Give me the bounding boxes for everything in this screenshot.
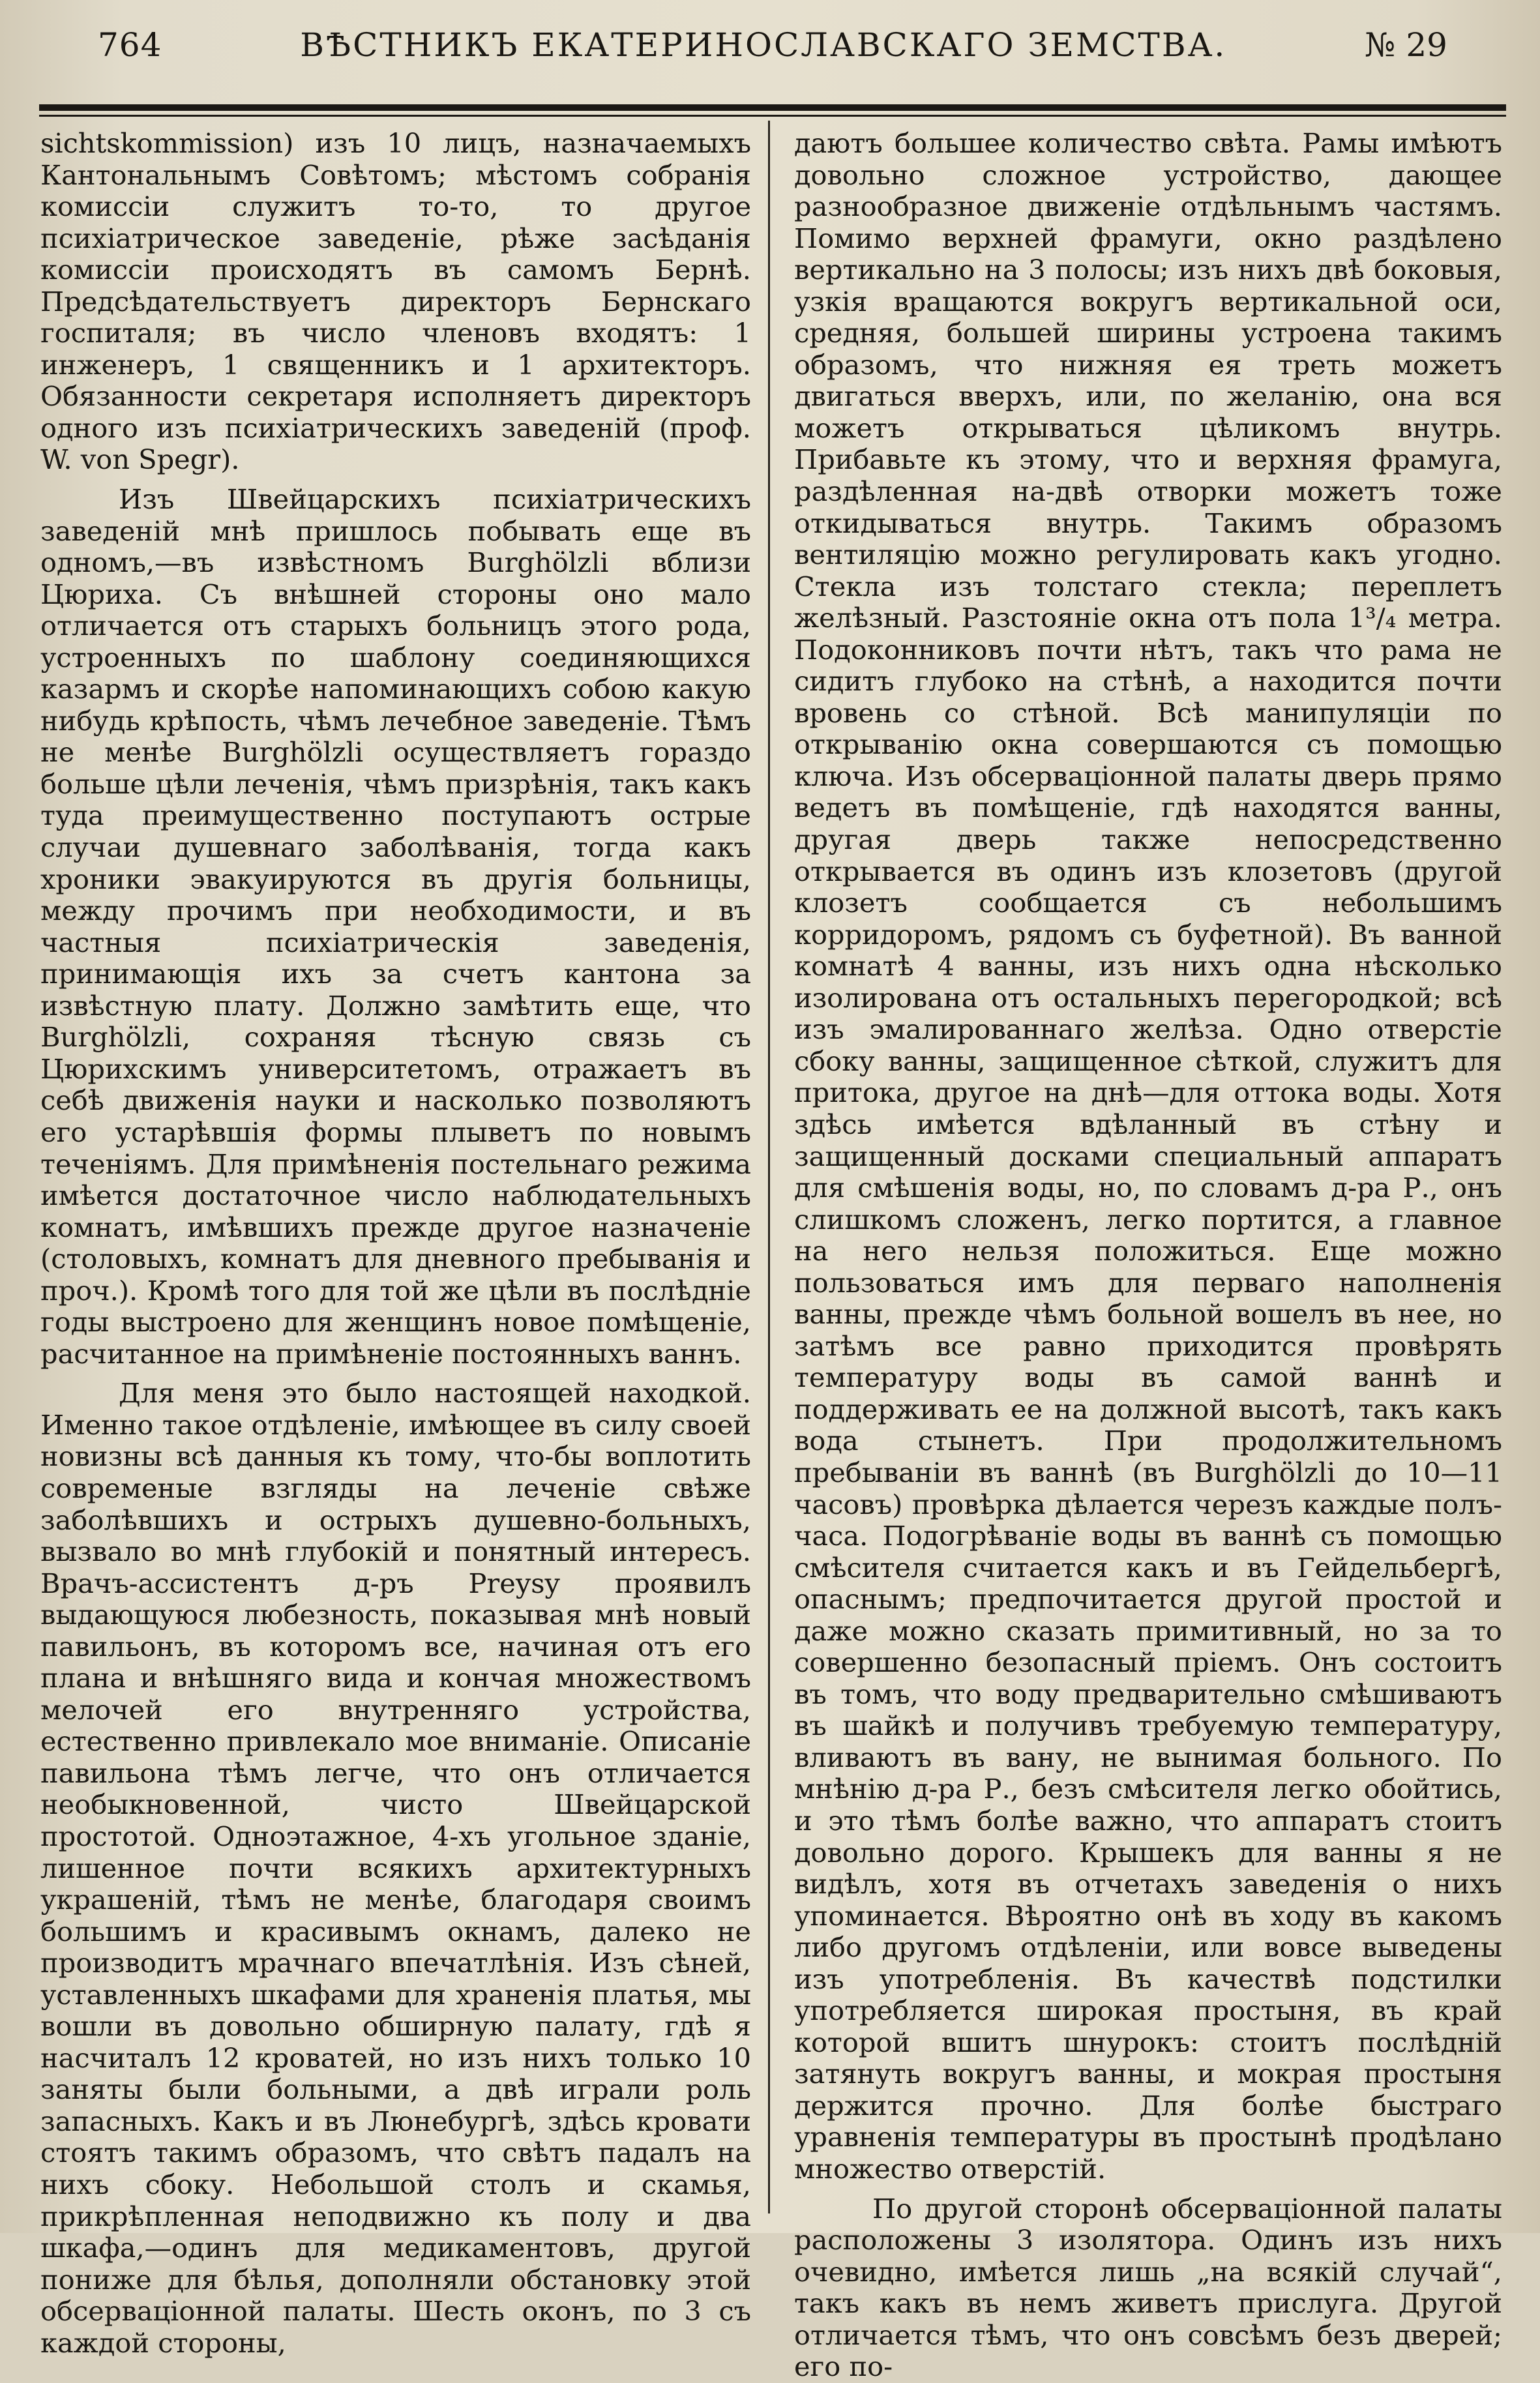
header-rule-thick [39, 104, 1506, 111]
left-paragraph-3: Для меня это было настоящей находкой. Именно такое отдѣленіе, имѣющее въ силу своей новизны всѣ данныя къ тому, что-бы воплотить современые взгляды на леченіе свѣже заболѣвшихъ и острыхъ душевно-больныхъ, вызвало во мнѣ глубокій и понятный интересъ. Врачъ-ассистентъ д-ръ Preysy проявилъ выдающуюся любезность, показывая мнѣ новый павильонъ, въ которомъ все, начиная отъ его плана и внѣшняго вида и кончая множествомъ мелочей его внутренняго устройства, естественно привлекало мое вниманіе. Описаніе павильона тѣмъ легче, что онъ отличается необыкновенной, чисто Швейцарской простотой. Одноэтажное, 4-хъ угольное зданіе, лишенное почти всякихъ архитектурныхъ украшеній, тѣмъ не менѣе, благодаря своимъ большимъ и красивымъ окнамъ, далеко не производитъ мрачнаго впечатлѣнія. Изъ сѣней, уставленныхъ шкафами для храненія платья, мы вошли въ довольно обширную палату, гдѣ я насчиталъ 12 кроватей, но изъ нихъ только 10 заняты были больными, а двѣ играли роль запасныхъ. Какъ и въ Люнебургѣ, здѣсь кровати стоятъ такимъ образомъ, что свѣтъ падалъ на нихъ сбоку. Небольшой столъ и скамья, прикрѣпленная неподвижно къ полу и два шкафа,—одинъ для медикаментовъ, другой пониже для бѣлья, дополняли обстановку этой обсерваціонной палаты. Шесть оконъ, по 3 съ каждой стороны, [40, 1377, 751, 2359]
right-paragraph-1: даютъ большее количество свѣта. Рамы имѣютъ довольно сложное устройство, дающее разнообразное движеніе отдѣльнымъ частямъ. Помимо верхней фрамуги, окно раздѣлено вертикально на 3 полосы; изъ нихъ двѣ боковыя, узкія вращаются вокругъ вертикальной оси, средняя, большей ширины устроена такимъ образомъ, что нижняя ея треть можетъ двигаться вверхъ, или, по желанію, она вся можетъ открываться цѣликомъ внутрь. Прибавьте къ этому, что и верхняя фрамуга, раздѣленная на-двѣ отворки можетъ тоже откидываться внутрь. Такимъ образомъ вентиляцію можно регулировать какъ угодно. Стекла изъ толстаго стекла; переплетъ желѣзный. Разстояніе окна отъ пола 1³/₄ метра. Подоконниковъ почти нѣтъ, такъ что рама не сидитъ глубоко на стѣнѣ, а находится почти вровень со стѣной. Всѣ манипуляціи по открыванію окна совершаются съ помощью ключа. Изъ обсерваціонной палаты дверь прямо ведетъ въ помѣщеніе, гдѣ находятся ванны, другая дверь также непосредственно открывается въ одинъ изъ клозетовъ (другой клозетъ сообщается съ небольшимъ корридоромъ, рядомъ съ буфетной). Въ ванной комнатѣ 4 ванны, изъ нихъ одна нѣсколько изолирована отъ остальныхъ перегородкой; всѣ изъ эмалированнаго желѣза. Одно отверстіе сбоку ванны, защищенное сѣткой, служитъ для притока, другое на днѣ—для оттока воды. Хотя здѣсь имѣется вдѣланный въ стѣну и защищенный досками специальный аппаратъ для смѣшенія воды, но, по словамъ д-ра Р., онъ слишкомъ сложенъ, легко портится, а главное на него нельзя положиться. Еще можно пользоваться имъ для перваго наполненія ванны, прежде чѣмъ больной вошелъ въ нее, но затѣмъ все равно приходится провѣрять температуру воды въ самой ваннѣ и поддерживать ее на должной высотѣ, такъ какъ вода стынетъ. При продолжительномъ пребываніи въ ваннѣ (въ Burghölzli до 10—11 часовъ) провѣрка дѣлается черезъ каждые полъ-часа. Подогрѣваніе воды въ ваннѣ съ помощью смѣсителя считается какъ и въ Гейдельбергѣ, опаснымъ; предпочитается другой простой и даже можно сказать примитивный, но за то совершенно безопасный пріемъ. Онъ состоитъ въ томъ, что воду предварительно смѣшиваютъ въ шайкѣ и получивъ требуемую температуру, вливаютъ въ вану, не вынимая больного. По мнѣнію д-ра Р., безъ смѣсителя легко обойтись, и это тѣмъ болѣе важно, что аппаратъ стоитъ довольно дорого. Крышекъ для ванны я не видѣлъ, хотя въ отчетахъ заведенія о нихъ упоминается. Вѣроятно онѣ въ ходу въ какомъ либо другомъ отдѣленіи, или вовсе выведены изъ употребленія. Въ качествѣ подстилки употребляется широкая простыня, въ край которой вшитъ шнурокъ: стоитъ послѣдній затянуть вокругъ ванны, и мокрая простыня держится прочно. Для болѣе быстраго уравненія температуры въ простынѣ продѣлано множество отверстій. [794, 127, 1502, 2185]
journal-title: ВѢСТНИКЪ ЕКАТЕРИНОСЛАВСКАГО ЗЕМСТВА. [300, 26, 1227, 64]
issue-number: № 29 [1365, 26, 1447, 64]
header-rule-thin [39, 115, 1506, 117]
right-paragraph-2: По другой сторонѣ обсерваціонной палаты расположены 3 изолятора. Одинъ изъ нихъ очевидно, имѣется лишь „на всякій случай“, такъ какъ въ немъ живетъ прислуга. Другой отличается тѣмъ, что онъ совсѣмъ безъ дверей; его по- [794, 2192, 1502, 2383]
page-header [98, 26, 1447, 85]
left-column [40, 127, 751, 2359]
left-paragraph-1: sichtskommission) изъ 10 лицъ, назначаемыхъ Кантональнымъ Совѣтомъ; мѣстомъ собранія комиссіи служитъ то-то, то другое психіатрическое заведеніе, рѣже засѣданія комиссіи происходятъ въ самомъ Бернѣ. Предсѣдательствуетъ директоръ Бернскаго госпиталя; въ число членовъ входятъ: 1 инженеръ, 1 священникъ и 1 архитекторъ. Обязанности секретаря исполняетъ директоръ одного изъ психіатрическихъ заведеній (проф. W. von Spegr). [40, 127, 751, 476]
column-divider [768, 121, 770, 2213]
page-number: 764 [98, 26, 162, 64]
right-column [794, 127, 1502, 2383]
left-paragraph-2: Изъ Швейцарскихъ психіатрическихъ заведеній мнѣ пришлось побывать еще въ одномъ,—въ извѣстномъ Burghölzli вблизи Цюриха. Съ внѣшней стороны оно мало отличается отъ старыхъ больницъ этого рода, устроенныхъ по шаблону соединяющихся казармъ и скорѣе напоминающихъ собою какую нибудь крѣпость, чѣмъ лечебное заведеніе. Тѣмъ не менѣе Burghölzli осуществляетъ гораздо больше цѣли леченія, чѣмъ призрѣнія, такъ какъ туда преимущественно поступаютъ острые случаи душевнаго заболѣванія, тогда какъ хроники эвакуируются въ другія больницы, между прочимъ при необходимости, и въ частныя психіатрическія заведенія, принимающія ихъ за счетъ кантона за извѣстную плату. Должно замѣтить еще, что Burghölzli, сохраняя тѣсную связь съ Цюрихскимъ университетомъ, отражаетъ въ себѣ движенія науки и насколько позволяютъ его устарѣвшія формы плыветъ по новымъ теченіямъ. Для примѣненія постельнаго режима имѣется достаточное число наблюдательныхъ комнатъ, имѣвшихъ прежде другое назначеніе (столовыхъ, комнатъ для дневного пребыванія и проч.). Кромѣ того для той же цѣли въ послѣдніе годы выстроено для женщинъ новое помѣщеніе, расчитанное на примѣненіе постоянныхъ ваннъ. [40, 483, 751, 1370]
